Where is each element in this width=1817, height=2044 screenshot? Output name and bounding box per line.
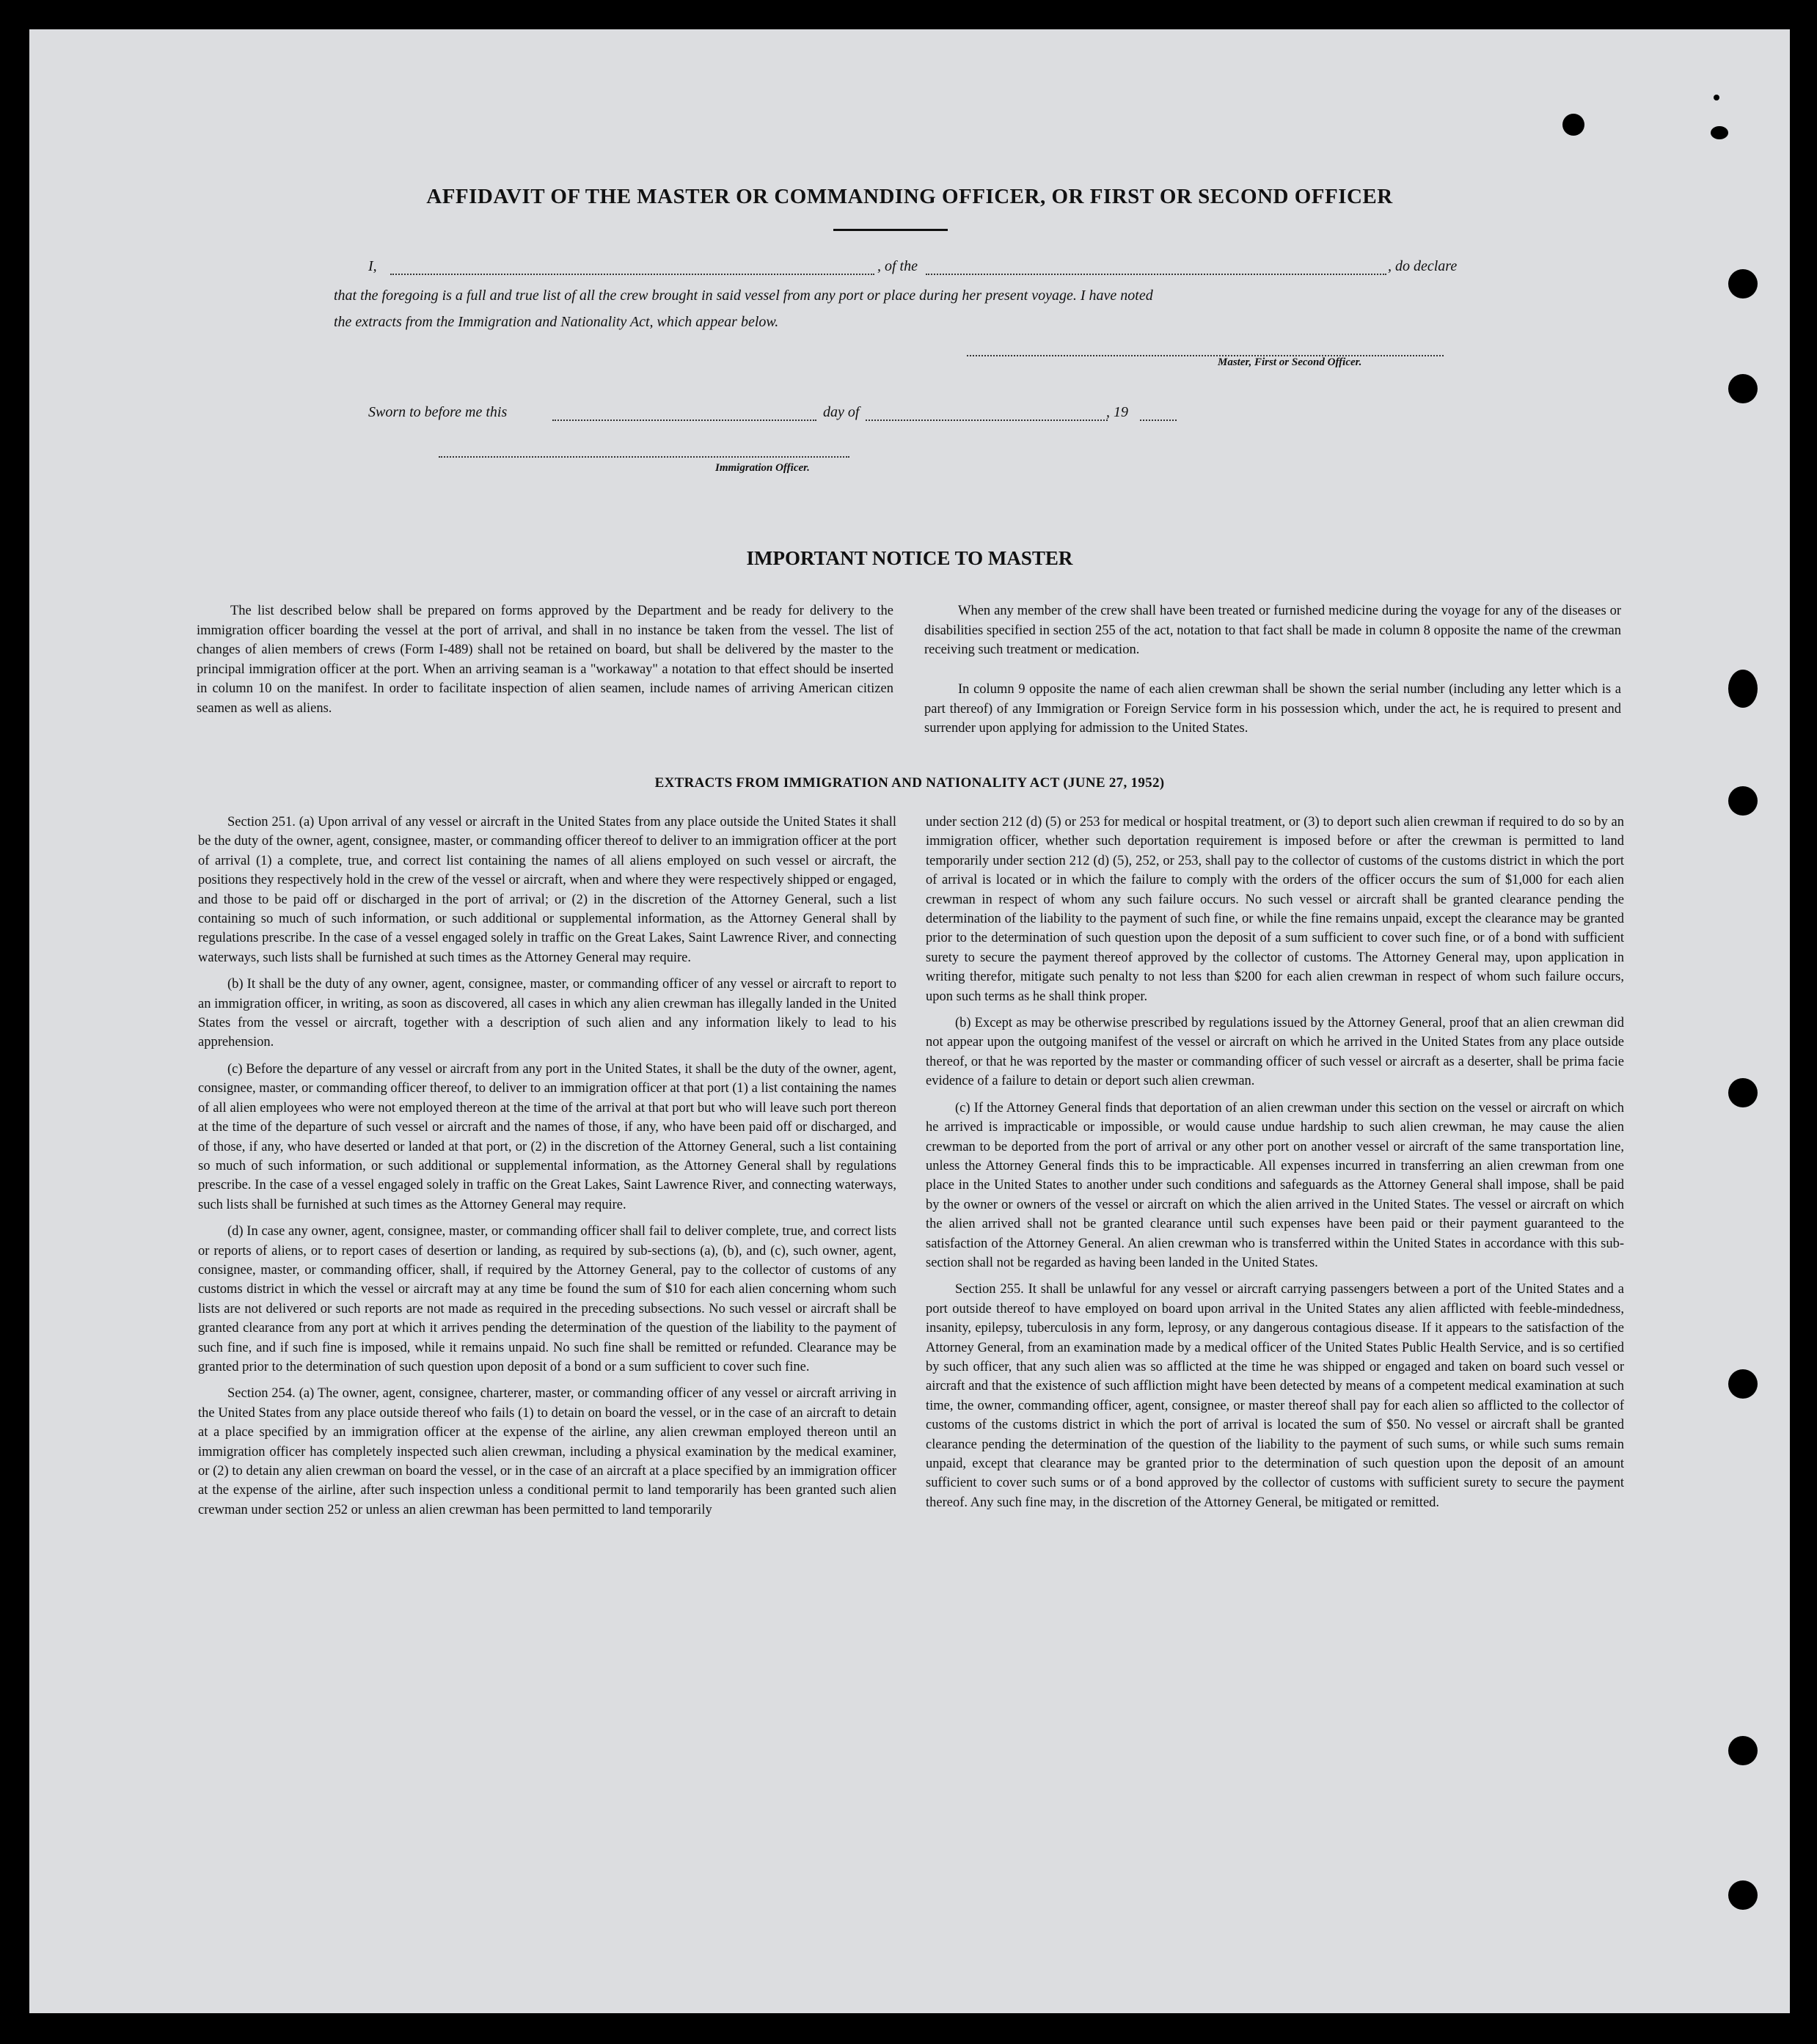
section-255: Section 255. It shall be unlawful for any vessel or aircraft carrying passengers between a port of the United States and a port outside thereof to have employed on board upon arrival in the United States any alien afflicted with feeble-mindedness, insanity, epilepsy, tuberculosis in any form, leprosy, or any dangerous contagious disease. If it appears to the satisfaction of the Attorney General, from an examination made by a medical officer of the United States Public Health Service, and is so certified by such officer, that any such alien was so afflicted at the time he was shipped or engaged and taken on board such vessel or aircraft and that the existence of such affliction might have been detected by means of a competent medical examination at such time, the owner, commanding officer, agent, consignee, or master thereof shall pay for each alien so afflicted to the collector of customs of the customs district in which the port of arrival is located the sum of $50. No vessel or aircraft shall be granted clearance pending the determination of the question of the liability to the payment of such sums, or while such sums remain unpaid, except that clearance may be granted prior to the determination of such question upon the deposit of an amount sufficient to cover such sums or of a bond approved by the collector of customs with sufficient surety to secure the payment thereof. Any such fine may, in the discretion of the Attorney General, be mitigated or remitted. [926,1282,1624,1510]
section-254-a: Section 254. (a) The owner, agent, consignee, charterer, master, or commanding officer of any vessel or aircraft arriving in the United States from any place outside thereof who fails (1) to detain on board the vessel, or in the case of an aircraft to detain at a place specified by an immigration officer at the expense of the airline, any alien crewman employed thereon until an immigration officer has completely inspected such alien crewman, including a physical examination by the medical examiner, or (2) to detain any alien crewman on board the vessel, or in the case of an aircraft at a place specified by an immigration officer at the expense of the airline, after such inspection unless a conditional permit to land temporarily has been granted such alien crewman under section 252 or unless an alien crewman has been permitted to land temporarily [198,1386,896,1517]
document-page [29,29,1790,2013]
master-caption: Master, First or Second Officer. [1218,356,1362,368]
section-251-a: Section 251. (a) Upon arrival of any vessel or aircraft in the United States from any place outside the United States it shall be the duty of the owner, agent, consignee, master, or commanding officer thereof to deliver to an immigration officer at the port of arrival (1) a complete, true, and correct list containing the names of all aliens employed on such vessel or aircraft, the positions they respectively hold in the crew of the vessel or aircraft, when and where they were respectively shipped or engaged, and those to be paid off or discharged in the port of arrival; or (2) in the discretion of the Attorney General, such a list containing so much of such information, or such additional or supplemental information, as the Attorney General shall by regulations prescribe. In the case of a vessel engaged solely in traffic on the Great Lakes, Saint Lawrence River, and connecting waterways, such lists shall be furnished at such times as the Attorney General may require. [198,815,896,965]
declare-do-declare-label: , do declare [1388,258,1458,274]
punch-hole [1711,126,1728,139]
master-signature-line[interactable] [967,355,1444,356]
declare-i-label: I, [368,258,377,274]
sworn-day-field[interactable] [552,420,816,421]
day-of-label: day of [823,404,860,420]
extracts-right-column [926,813,1624,1520]
extracts-left-column [198,813,896,1527]
sworn-month-field[interactable] [866,420,1108,421]
section-251-d: (d) In case any owner, agent, consignee, master, or commanding officer shall fail to deliver complete, true, and correct lists or reports of aliens, or to report cases of desertion or landing, as required by sub-sections (a), (b), and (c), such owner, agent, consignee, master, or commanding officer, shall, if required by the Attorney General, pay to the collector of customs of any customs district in which the vessel or aircraft may at any time be found the sum of $10 for each alien concerning whom such lists are not delivered or such reports are not made as required in the preceding subsections. No such vessel or aircraft shall be granted clearance from any port at which it arrives pending the determination of the question of the liability to the payment of such fine, and if such fine is imposed, while it remains unpaid. No such fine shall be remitted or refunded. Clearance may be granted prior to the determination of such question upon deposit of a bond or a sum sufficient to cover such fine. [198,1224,896,1374]
punch-hole [1714,95,1719,100]
officer-caption: Immigration Officer. [715,462,810,474]
punch-hole [1728,670,1758,708]
section-251-c: (c) Before the departure of any vessel or aircraft from any port in the United States, it shall be the duty of the owner, agent, consignee, master, or commanding officer thereof, to deliver to an immigration officer at that port (1) a list containing the names of all alien employees who were not employed thereon at the time of the arrival at that port but who will leave such port thereon at the time of the departure of such vessel or aircraft and the names of those, if any, who have been paid off or discharged, and of those, if any, who have deserted or landed at that port, or (2) in the discretion of the Attorney General, such a list containing so much of such information, or such additional or supplemental information, as the Attorney General shall by regulations prescribe. In the case of a vessel engaged solely in traffic on the Great Lakes, Saint Lawrence River, and connecting waterways, such lists shall be furnished at such times as the Attorney General may require. [198,1061,896,1212]
punch-hole [1728,374,1758,403]
notice-title: IMPORTANT NOTICE TO MASTER [746,547,1073,569]
punch-hole [1728,269,1758,298]
punch-hole [1728,1736,1758,1765]
punch-hole [1728,1078,1758,1107]
notice-left-paragraph: The list described below shall be prepared on forms approved by the Department and be ready for delivery to the immigration officer boarding the vessel at the port of arrival, and shall in no instance be taken from the vessel. The list of changes of alien members of crews (Form I-489) shall not be retained on board, but shall be delivered by the master to the principal immigration officer at the port. When an arriving seaman is a "workaway" a notation to that effect should be inserted in column 10 on the manifest. In order to facilitate inspection of alien seamen, include names of arriving American citizen seamen as well as aliens. [197,604,893,716]
section-254-c: (c) If the Attorney General finds that deportation of an alien crewman under this section on the vessel or aircraft on which he arrived is impracticable or impossible, or would cause undue hardship to such alien crewman, he may cause the alien crewman to be deported from the port of arrival or any other port on another vessel or aircraft of the same transportation line, unless the Attorney General finds this to be impracticable. All expenses incurred in transferring an alien crewman from one place in the United States to another under such conditions and safeguards as the Attorney General shall impose, shall be paid by the owner or owners of the vessel or aircraft on which the alien arrived in the United States. The vessel or aircraft on which the alien arrived shall not be granted clearance until such expenses have been paid or their payment guaranteed to the satisfaction of the Attorney General. An alien crewman who is transferred within the United States in accordance with this sub-section shall not be regarded as having been landed in the United States. [926,1100,1624,1270]
vessel-blank-field[interactable] [926,274,1386,275]
notice-right-paragraph-1: When any member of the crew shall have been treated or furnished medicine during the voyage for any of the diseases or disabilities specified in section 255 of the act, notation to that fact shall be made in column 8 opposite the name of the crewman receiving such treatment or medication. [924,604,1621,657]
section-254-a-continued: under section 212 (d) (5) or 253 for medical or hospital treatment, or (3) to deport such alien crewman if required to do so by an immigration officer, whether such deportation requirement is imposed before or after the crewman is permitted to land temporarily under section 212 (d) (5), 252, or 253, shall pay to the collector of customs of the customs district in which the port of arrival is located or in which the failure to comply with the orders of the officer occurs the sum of $1,000 for each alien crewman in respect of whom any such failure occurs. No such vessel or aircraft shall be granted clearance pending the determination of the liability to the payment of such fine, or while the fine remains unpaid, except the clearance may be granted prior to the determination of such question upon the deposit of a sum sufficient to cover such fine, or of a bond with sufficient surety to secure the payment thereof approved by the collector of customs. The Attorney General may, upon application in writing therefor, mitigate such penalty to not less than $200 for each alien crewman in respect of whom such failure occurs, upon such terms as he shall think proper. [926,815,1624,1004]
year-label: , 19 [1106,404,1128,420]
immigration-officer-signature-line[interactable] [439,456,849,458]
section-251-b: (b) It shall be the duty of any owner, agent, consignee, master, or commanding officer of any vessel or aircraft to report to an immigration officer, in writing, as soon as discovered, all cases in which any alien crewman has illegally landed in the United States from the vessel or aircraft, together with a description of such alien and any information likely to lead to his apprehension. [198,977,896,1050]
section-254-b: (b) Except as may be otherwise prescribed by regulations issued by the Attorney General, proof that an alien crewman did not appear upon the outgoing manifest of the vessel or aircraft on which he arrived in the United States from any place outside thereof, or that he was reported by the master or commanding officer of such vessel or aircraft as a deserter, shall be prima facie evidence of a failure to detain or deport such alien crewman. [926,1016,1624,1089]
title-divider [833,229,948,231]
punch-hole [1562,114,1584,136]
punch-hole [1728,1880,1758,1910]
declare-of-the-label: , of the [877,258,918,274]
name-blank-field[interactable] [390,274,874,275]
affidavit-statement-line1: that the foregoing is a full and true list of all the crew brought in said vessel from any port or place during her present voyage. I have noted [334,287,1153,304]
extracts-title: EXTRACTS FROM IMMIGRATION AND NATIONALITY ACT (JUNE 27, 1952) [654,775,1165,791]
affidavit-title: AFFIDAVIT OF THE MASTER OR COMMANDING OFFICER, OR FIRST OR SECOND OFFICER [426,185,1393,208]
affidavit-statement-line2: the extracts from the Immigration and Nationality Act, which appear below. [334,314,779,330]
punch-hole [1728,1369,1758,1399]
notice-right-paragraph-2: In column 9 opposite the name of each alien crewman shall be shown the serial number (including any letter which is a part thereof) of any Immigration or Foreign Service form in his possession which, under the act, he is required to present and surrender upon applying for admission to the United States. [924,682,1621,736]
sworn-year-field[interactable] [1140,420,1177,421]
sworn-label: Sworn to before me this [368,404,508,420]
